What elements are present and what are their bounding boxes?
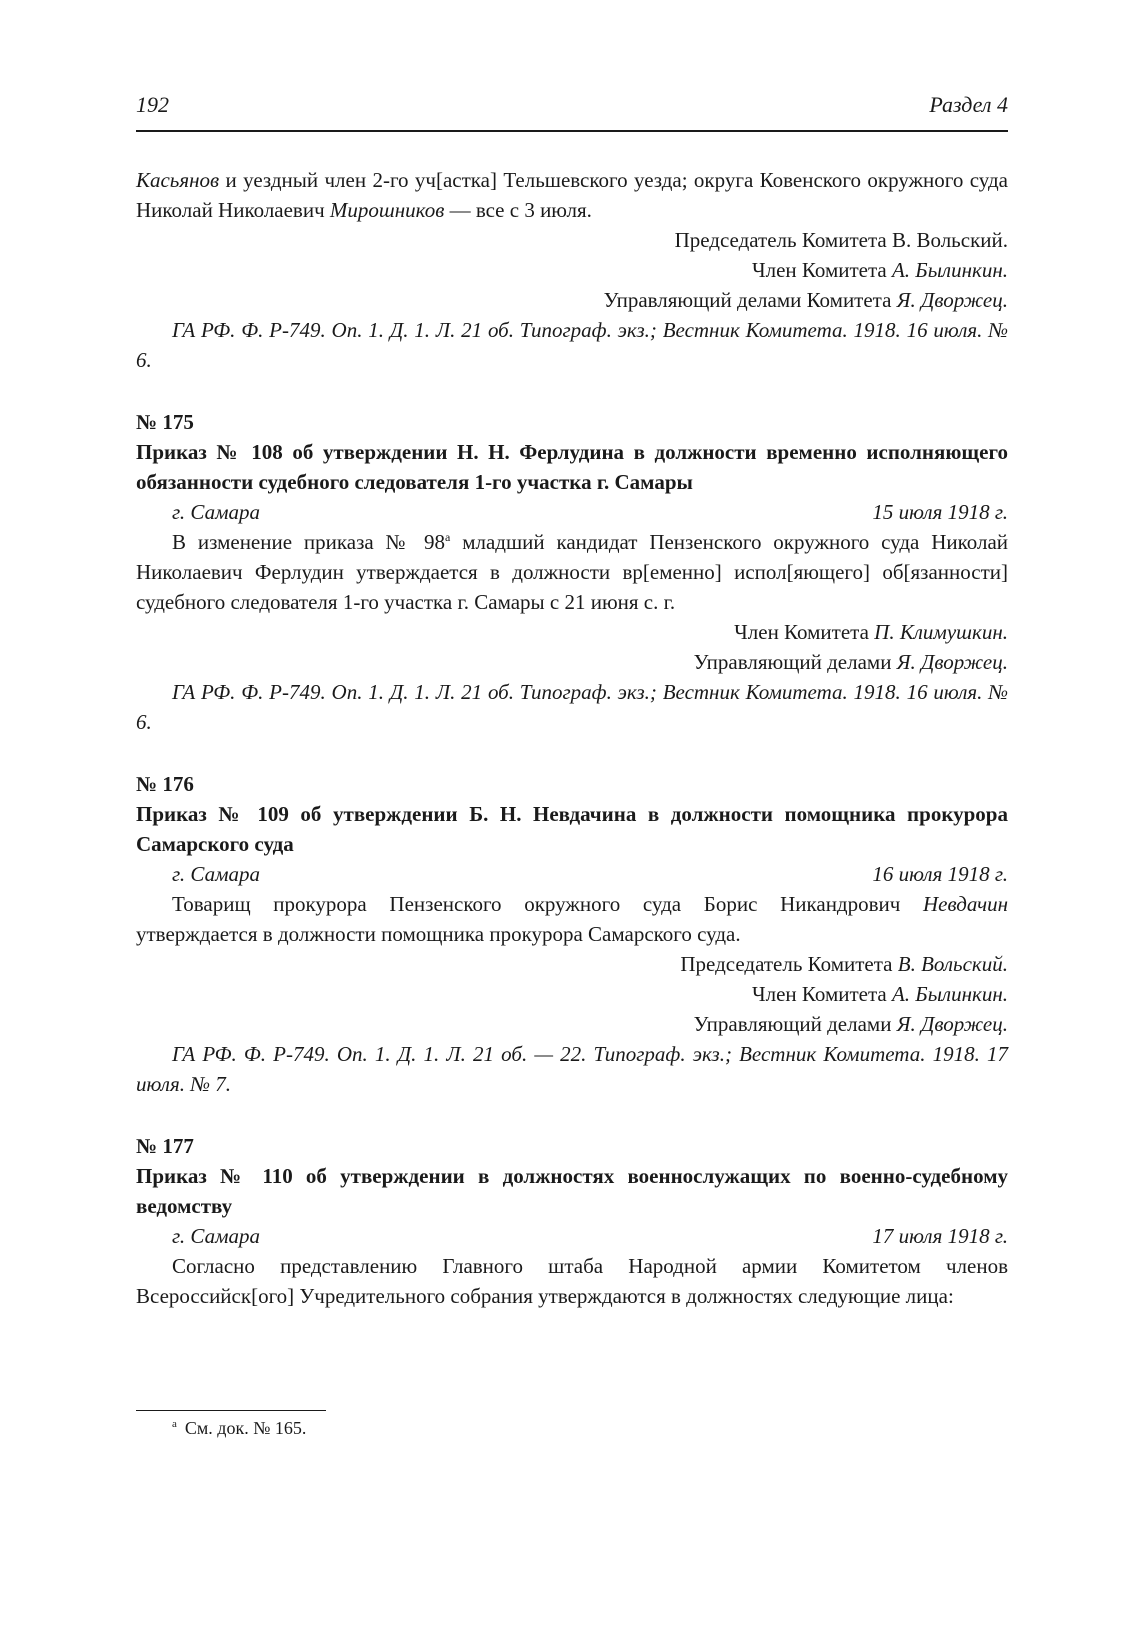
header-rule [136, 130, 1008, 132]
document-place: г. Самара [172, 1224, 260, 1248]
document-title: Приказ № 110 об утверждении в должностях военнослужащих по военно-судебному ведомству [136, 1164, 1008, 1218]
document-body: Согласно представлению Главного штаба Народной армии Комитетом членов Всероссийск[ого] Учредительного собрания утверждаются в должностях следующие лица: [136, 1254, 1008, 1308]
intro-name-2: Мирошников [329, 198, 445, 222]
signature-line: Управляющий делами Я. Дворжец. [693, 1012, 1008, 1036]
archival-source: ГА РФ. Ф. Р-749. Оп. 1. Д. 1. Л. 21 об. Типограф. экз.; Вестник Комитета. 1918. 16 июля. № 6. [136, 318, 1008, 372]
signature-line: Член Комитета П. Климушкин. [734, 620, 1008, 644]
signature-line: Член Комитета А. Былинкин. [751, 982, 1008, 1006]
document-place: г. Самара [172, 500, 260, 524]
running-header [136, 92, 1008, 132]
footnote-rule [136, 1410, 326, 1411]
archival-source: ГА РФ. Ф. Р-749. Оп. 1. Д. 1. Л. 21 об. — 22. Типограф. экз.; Вестник Комитета. 1918. 17 июля. № 7. [136, 1042, 1008, 1096]
signature-line: Председатель Комитета В. Вольский. [680, 952, 1008, 976]
document-body: Товарищ прокурора Пензенского окружного суда Борис Никандрович Невдачин утверждается в должности помощника прокурора Самарского суда. [136, 892, 1008, 946]
signature-line: Председатель Комитета В. Вольский. [674, 228, 1008, 252]
intro-paragraph [136, 165, 1008, 225]
intro-text-2: — все с 3 июля. [444, 198, 592, 222]
place-date-line [136, 497, 1008, 527]
place-date-line [136, 1221, 1008, 1251]
document-date: 15 июля 1918 г. [872, 500, 1008, 524]
page-content [136, 165, 1008, 1311]
document-title: Приказ № 109 об утверждении Б. Н. Невдачина в должности помощника прокурора Самарского суда [136, 802, 1008, 856]
footnote [172, 1418, 306, 1439]
signature-line: Управляющий делами Комитета Я. Дворжец. [603, 288, 1008, 312]
signature-line: Управляющий делами Я. Дворжец. [693, 650, 1008, 674]
document-body: В изменение приказа № $98^а$ младший кандидат Пензенского окружного суда Николай Николаевич Ферлудин утверждается в должности вр[еменно] испол[яющего] об[язанности] судебного следователя 1-го участка г. Самары с 21 июня с. г. [136, 530, 1008, 614]
footnote-ref: а [445, 530, 451, 544]
footnote-mark: а [172, 1418, 177, 1430]
section-title: Раздел 4 [929, 92, 1008, 117]
document-place: г. Самара [172, 862, 260, 886]
intro-text-1: и уездный член 2-го уч[астка] Тельшевского уезда; округа Ковенского окружного суда Николай Николаевич [136, 168, 1008, 222]
footnote-text: См. док. № 165. [184, 1418, 307, 1438]
document-date: 16 июля 1918 г. [872, 862, 1008, 886]
place-date-line [136, 859, 1008, 889]
document-number: № 177 [136, 1134, 194, 1158]
document-number: № 176 [136, 772, 194, 796]
document-number: № 175 [136, 410, 194, 434]
intro-name-1: Касьянов [136, 168, 220, 192]
document-title: Приказ № 108 об утверждении Н. Н. Ферлудина в должности временно исполняющего обязанности судебного следователя 1-го участка г. Самары [136, 440, 1008, 494]
document-date: 17 июля 1918 г. [872, 1224, 1008, 1248]
archival-source: ГА РФ. Ф. Р-749. Оп. 1. Д. 1. Л. 21 об. Типограф. экз.; Вестник Комитета. 1918. 16 июля. № 6. [136, 680, 1008, 734]
page-number: 192 [136, 92, 169, 117]
signature-line: Член Комитета А. Былинкин. [751, 258, 1008, 282]
